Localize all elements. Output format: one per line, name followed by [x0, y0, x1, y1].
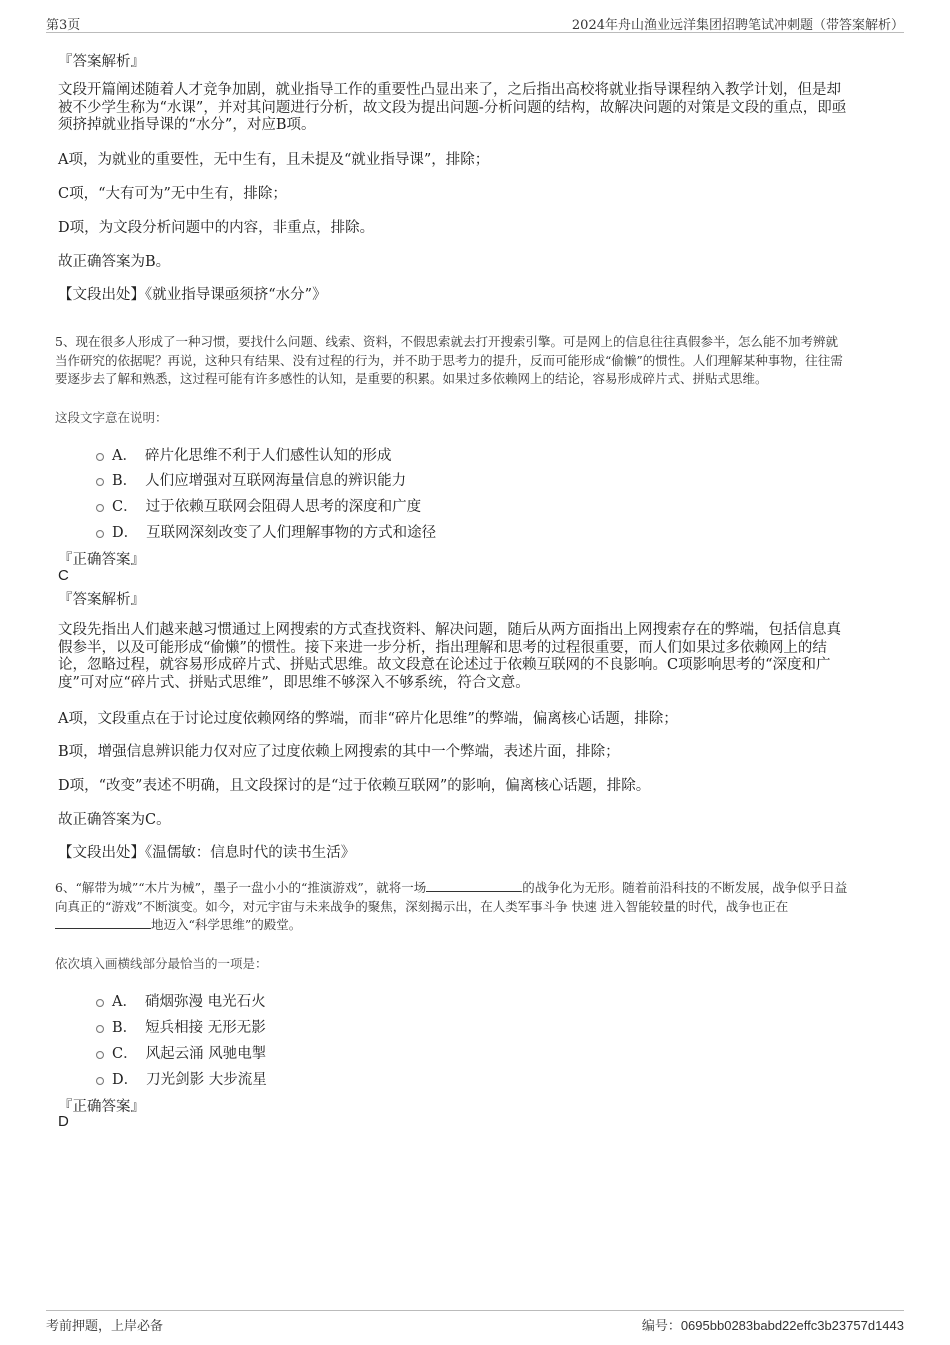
q5-prompt: 这段文字意在说明： [55, 410, 168, 425]
q5-analysis-line: 假参半，以及可能形成“偷懒”的惯性。接下来进一步分析，指出理解和思考的过程很重要，而人们如果过多依赖网上的结 [58, 639, 827, 656]
q5-option-a[interactable]: A． 碎片化思维不利于人们感性认知的形成 [96, 444, 391, 465]
q5-analysis-line: 文段先指出人们越来越习惯通过上网搜索的方式查找资料、解决问题，随后从两方面指出上网搜索存在的弊端，包括信息真 [58, 622, 841, 638]
radio-icon[interactable] [96, 1025, 104, 1033]
radio-icon[interactable] [96, 1077, 104, 1085]
q4-analysis-line: 被不少学生称为“水课”，并对其问题进行分析，故文段为提出问题-分析问题的结构，故解决问题的对策是文段的重点，即亟 [58, 99, 847, 116]
q4-point-d: D项，为文段分析问题中的内容，非重点，排除。 [58, 220, 375, 236]
document-title: 2024年舟山渔业远洋集团招聘笔试冲刺题（带答案解析） [571, 18, 904, 33]
q5-option-d[interactable]: D． 互联网深刻改变了人们理解事物的方式和途径 [96, 521, 436, 542]
q6-answer-tag: 『正确答案』 [58, 1099, 145, 1115]
q5-option-b[interactable]: B． 人们应增强对互联网海量信息的辨识能力 [96, 469, 406, 490]
q4-source: 【文段出处】《就业指导课亟须挤“水分”》 [58, 287, 327, 303]
q6-option-a[interactable]: A． 硝烟弥漫 电光石火 [96, 990, 266, 1011]
q5-question-text [55, 333, 900, 389]
q5-answer: C [58, 567, 69, 584]
q5-analysis-line: 论，忽略过程，就容易形成碎片式、拼贴式思维。故文段意在论述过于依赖互联网的不良影响。C项影响思考的“深度和广 [58, 657, 831, 673]
radio-icon[interactable] [96, 453, 104, 461]
q4-analysis-tag: 『答案解析』 [58, 54, 145, 70]
q6-option-d[interactable]: D． 刀光剑影 大步流星 [96, 1068, 267, 1089]
fill-blank-1 [426, 879, 522, 892]
q4-analysis [58, 82, 888, 135]
q6-text-line: 6、“解带为城”“木片为械”，墨子一盘小小的“推演游戏”，就将一场 的战争化为无形。随着前沿科技的不断发展，战争似乎日益 [55, 880, 848, 895]
q6-question-text [55, 879, 900, 935]
q5-analysis-tag: 『答案解析』 [58, 592, 145, 608]
page-footer [46, 1310, 904, 1333]
q6-answer: D [58, 1113, 69, 1130]
q5-point-b: B项，增强信息辨识能力仅对应了过度依赖上网搜索的其中一个弊端，表述片面，排除； [58, 744, 620, 760]
page-header [46, 14, 904, 33]
radio-icon[interactable] [96, 478, 104, 486]
q5-source: 【文段出处】《温儒敏：信息时代的读书生活》 [58, 845, 356, 861]
q5-conclusion: 故正确答案为C。 [58, 812, 171, 828]
q5-text-line: 要逐步去了解和熟悉，这过程可能有许多感性的认知，是重要的积累。如果过多依赖网上的结论，容易形成碎片式、拼贴式思维。 [55, 371, 768, 386]
q6-text-line: 地迈入“科学思维”的殿堂。 [55, 916, 900, 935]
q4-point-a: A项，为就业的重要性，无中生有，且未提及“就业指导课”，排除； [58, 152, 490, 168]
q4-analysis-line: 须挤掉就业指导课的“水分”，对应B项。 [58, 117, 316, 133]
q5-text-line: 当作研究的依据呢？再说，这种只有结果、没有过程的行为，并不助于思考力的提升，反而可能形成“偷懒”的惯性。人们理解某种事物，往往需 [55, 352, 843, 368]
footer-slogan: 考前押题，上岸必备 [46, 1319, 164, 1334]
q4-analysis-line: 文段开篇阐述随着人才竞争加剧，就业指导工作的重要性凸显出来了，之后指出高校将就业指导课程纳入教学计划，但是却 [58, 82, 841, 98]
page-number: 第3页 [46, 18, 81, 33]
q5-analysis-line: 度”可对应“碎片式、拼贴式思维”，即思维不够深入不够系统，符合文意。 [58, 674, 530, 691]
radio-icon[interactable] [96, 999, 104, 1007]
q6-text-line: 向真正的“游戏”不断演变。如今，对元宇宙与未来战争的聚焦，深刻揭示出，在人类军事斗争 快速 进入智能较量的时代，战争也正在 [55, 898, 789, 914]
q5-analysis [58, 622, 888, 692]
radio-icon[interactable] [96, 1051, 104, 1059]
q6-option-b[interactable]: B． 短兵相接 无形无影 [96, 1016, 266, 1037]
radio-icon[interactable] [96, 504, 104, 512]
q5-option-c[interactable]: C． 过于依赖互联网会阻碍人思考的深度和广度 [96, 495, 421, 516]
q5-point-a: A项，文段重点在于讨论过度依赖网络的弊端，而非“碎片化思维”的弊端，偏离核心话题，排除； [58, 711, 678, 727]
q5-answer-tag: 『正确答案』 [58, 552, 145, 568]
q5-point-d: D项，“改变”表述不明确，且文段探讨的是“过于依赖互联网”的影响，偏离核心话题，排除。 [58, 778, 651, 794]
q6-option-c[interactable]: C． 风起云涌 风驰电掣 [96, 1042, 266, 1063]
radio-icon[interactable] [96, 530, 104, 538]
q6-prompt: 依次填入画横线部分最恰当的一项是： [55, 956, 268, 971]
q4-point-c: C项，“大有可为”无中生有，排除； [58, 186, 287, 202]
q5-text-line: 5、现在很多人形成了一种习惯，要找什么问题、线索、资料，不假思索就去打开搜索引擎。可是网上的信息往往真假参半，怎么能不加考辨就 [55, 334, 838, 349]
q4-conclusion: 故正确答案为B。 [58, 254, 171, 270]
fill-blank-2 [55, 916, 151, 929]
document-serial: 编号：0695bb0283babd22effc3b23757d1443 [641, 1318, 904, 1333]
